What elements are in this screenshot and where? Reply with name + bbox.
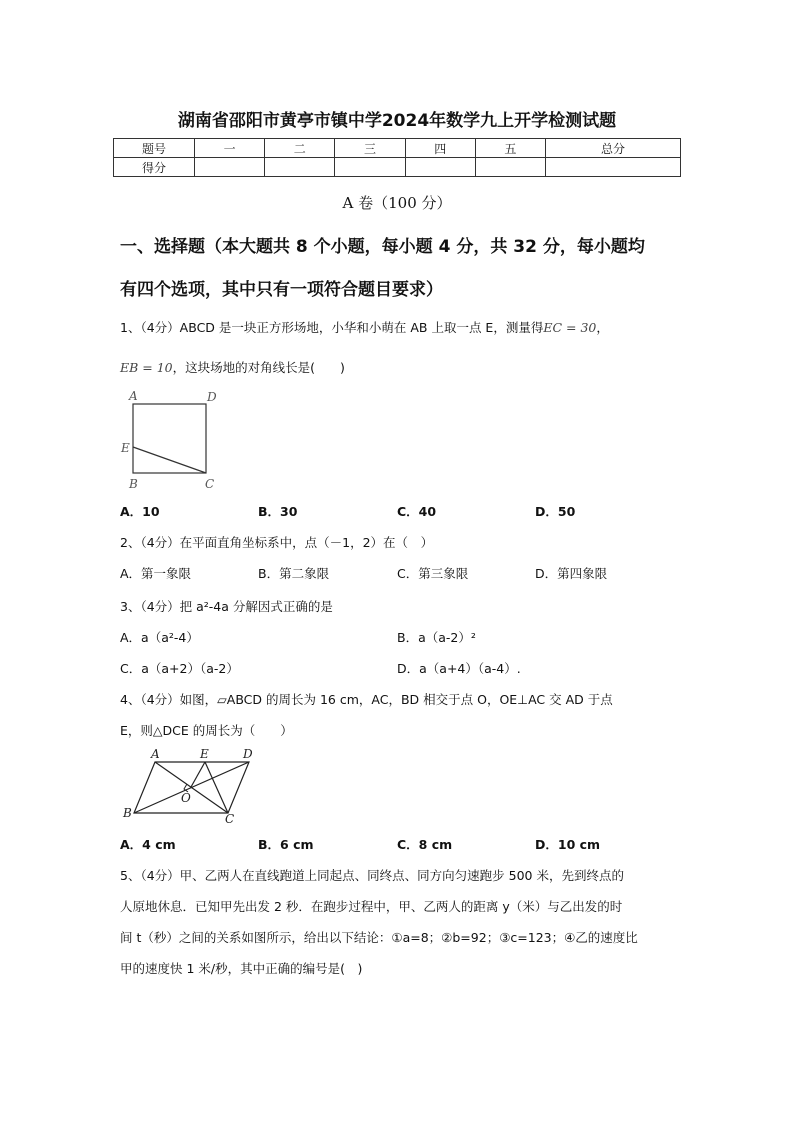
- score-header-cell: 二: [265, 139, 335, 158]
- q4-option-c[interactable]: C．8 cm: [397, 837, 453, 852]
- label-a: A: [151, 747, 160, 761]
- q1-square-figure: [115, 388, 225, 493]
- q3-option-d[interactable]: D．a（a+4）（a-4）.: [397, 661, 521, 676]
- page-title: 湖南省邵阳市黄亭市镇中学2024年数学九上开学检测试题: [177, 111, 617, 131]
- label-c: C: [225, 812, 235, 825]
- q1-math-eb: EB = 10: [120, 360, 173, 375]
- label-o: O: [181, 791, 191, 805]
- segment-ec: [133, 447, 206, 473]
- score-value-cell[interactable]: [475, 158, 545, 177]
- q2-option-b[interactable]: B．第二象限: [258, 566, 330, 581]
- label-b: B: [123, 806, 132, 820]
- q1-text-b: ，这块场地的对角线长是( ): [172, 360, 345, 375]
- q1-option-c[interactable]: C．40: [397, 504, 437, 519]
- score-value-cell[interactable]: [335, 158, 405, 177]
- q2-text: 2、（4分）在平面直角坐标系中，点（－1，2）在（ ）: [120, 535, 434, 550]
- score-header-cell: 题号: [114, 139, 195, 158]
- q3-option-b[interactable]: B．a（a-2）²: [397, 630, 476, 645]
- score-value-cell[interactable]: [265, 158, 335, 177]
- volume-heading: A 卷（100 分）: [342, 194, 452, 212]
- q3-option-c[interactable]: C．a（a+2）（a-2）: [120, 661, 239, 676]
- score-value-cell[interactable]: [195, 158, 265, 177]
- q1-text: [120, 318, 609, 336]
- q2-option-c[interactable]: C．第三象限: [397, 566, 469, 581]
- score-row-label: 得分: [114, 158, 195, 177]
- q2-option-d[interactable]: D．第四象限: [535, 566, 608, 581]
- q4-option-b[interactable]: B．6 cm: [258, 837, 314, 852]
- segment-oe: [191, 762, 205, 787]
- q3-text: 3、（4分）把 a²-4a 分解因式正确的是: [120, 599, 333, 614]
- q1-option-a[interactable]: A．10: [120, 504, 160, 519]
- q4-text-line1: 4、（4分）如图，▱ABCD 的周长为 16 cm，AC，BD 相交于点 O，OE⊥AC 交 AD 于点: [120, 692, 613, 707]
- q1-comma: ，: [596, 320, 609, 335]
- score-header-cell: 总分: [546, 139, 681, 158]
- q1-option-b[interactable]: B．30: [258, 504, 298, 519]
- score-header-cell: 三: [335, 139, 405, 158]
- label-a: A: [129, 389, 138, 403]
- square-abcd: [133, 404, 206, 473]
- section-heading-line1: 一、选择题（本大题共 8 个小题，每小题 4 分，共 32 分，每小题均: [120, 237, 645, 257]
- q5-line: 5、（4分）甲、乙两人在直线跑道上同起点、同终点、同方向匀速跑步 500 米，先到终点的: [120, 868, 624, 883]
- q4-option-d[interactable]: D．10 cm: [535, 837, 601, 852]
- q3-option-a[interactable]: A．a（a²-4）: [120, 630, 199, 645]
- q5-line: 间 t（秒）之间的关系如图所示，给出以下结论：①a=8；②b=92；③c=123；④乙的速度比: [120, 930, 638, 945]
- score-table: [113, 138, 681, 177]
- q4-option-a[interactable]: A．4 cm: [120, 837, 176, 852]
- q1-text-a: 1、（4分）ABCD 是一块正方形场地，小华和小萌在 AB 上取一点 E，测量得: [120, 320, 544, 335]
- q5-line: 甲的速度快 1 米/秒，其中正确的编号是( ): [120, 961, 363, 976]
- label-e: E: [200, 747, 209, 761]
- q4-text-line2: E，则△DCE 的周长为（ ）: [120, 723, 293, 738]
- q1-option-d[interactable]: D．50: [535, 504, 576, 519]
- score-header-cell: 一: [195, 139, 265, 158]
- q5-line: 人原地休息．已知甲先出发 2 秒．在跑步过程中，甲、乙两人的距离 y（米）与乙出发的时: [120, 899, 623, 914]
- label-e: E: [121, 441, 130, 455]
- score-value-cell[interactable]: [405, 158, 475, 177]
- score-value-row: [114, 158, 681, 177]
- score-value-cell[interactable]: [546, 158, 681, 177]
- label-c: C: [205, 477, 215, 491]
- score-header-cell: 四: [405, 139, 475, 158]
- label-d: D: [243, 747, 253, 761]
- label-d: D: [207, 390, 217, 404]
- q1-math-ec: EC = 30: [543, 320, 597, 335]
- score-header-cell: 五: [475, 139, 545, 158]
- section-heading-line2: 有四个选项，其中只有一项符合题目要求）: [120, 280, 443, 300]
- q1-text-2: [120, 358, 345, 376]
- q2-option-a[interactable]: A．第一象限: [120, 566, 192, 581]
- score-header-row: [114, 139, 681, 158]
- q4-parallelogram-figure: [115, 745, 260, 825]
- label-b: B: [129, 477, 138, 491]
